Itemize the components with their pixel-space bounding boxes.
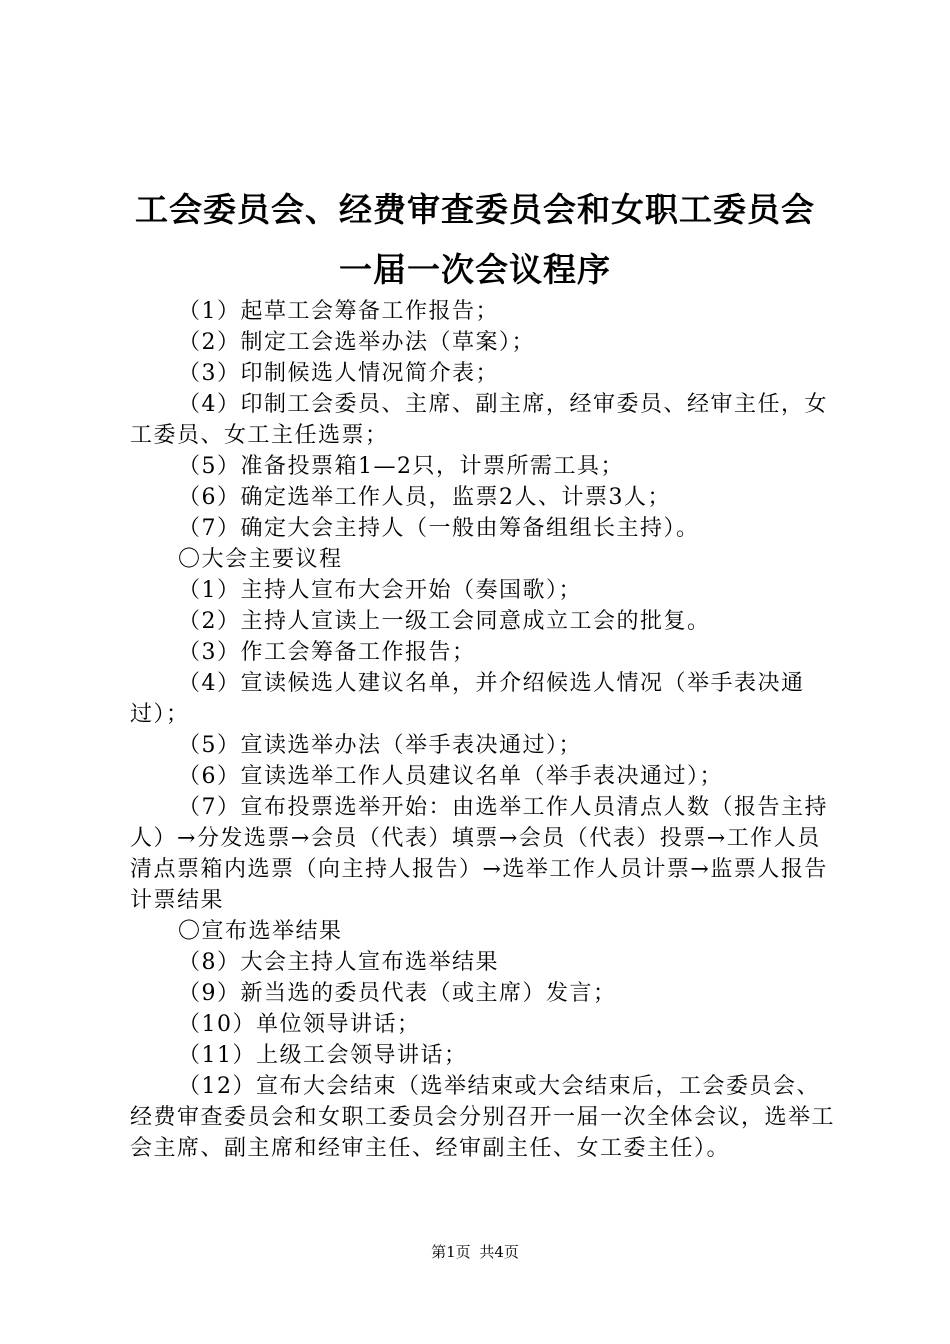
paragraph: （1）起草工会筹备工作报告； <box>178 299 499 324</box>
paragraph: （2）主持人宣读上一级工会同意成立工会的批复。 <box>178 609 711 634</box>
paragraph: （10）单位领导讲话； <box>178 1012 421 1037</box>
paragraph: （3）印制候选人情况简介表； <box>178 361 499 386</box>
page-number: 第1页 <box>431 1243 471 1261</box>
document-title-line-2: 一届一次会议程序 <box>339 250 611 289</box>
document-title-line-1: 工会委员会、经费审查委员会和女职工委员会 <box>135 190 815 229</box>
page-total: 共4页 <box>479 1243 519 1261</box>
paragraph: （5）准备投票箱1—2只，计票所需工具； <box>178 454 624 479</box>
paragraph: （4）宣读候选人建议名单，并介绍候选人情况（举手表决通过）； <box>130 671 805 727</box>
section-heading: 〇宣布选举结果 <box>178 919 343 944</box>
paragraph: （5）宣读选举办法（举手表决通过）； <box>178 733 582 758</box>
paragraph: （8）大会主持人宣布选举结果 <box>178 950 499 975</box>
page-footer <box>0 1242 950 1262</box>
paragraph: （11）上级工会领导讲话； <box>178 1043 468 1068</box>
paragraph: （9）新当选的委员代表（或主席）发言； <box>178 981 617 1006</box>
paragraph: （7）确定大会主持人（一般由筹备组组长主持）。 <box>178 516 700 541</box>
paragraph: （1）主持人宣布大会开始（奏国歌）； <box>178 578 582 603</box>
paragraph: （6）确定选举工作人员，监票2人、计票3人； <box>178 485 671 510</box>
section-heading: 〇大会主要议程 <box>178 547 343 572</box>
paragraph: （3）作工会筹备工作报告； <box>178 640 476 665</box>
document-body <box>130 296 835 1164</box>
paragraph: （7）宣布投票选举开始：由选举工作人员清点人数（报告主持人）→分发选票→会员（代表）填票→会员（代表）投票→工作人员清点票箱内选票（向主持人报告）→选举工作人员计票→监票人报告计票结果 <box>130 795 828 913</box>
paragraph: （2）制定工会选举办法（草案）； <box>178 330 535 355</box>
paragraph: （6）宣读选举工作人员建议名单（举手表决通过）； <box>178 764 723 789</box>
paragraph: （12）宣布大会结束（选举结束或大会结束后，工会委员会、经费审查委员会和女职工委员会分别召开一届一次全体会议，选举工会主席、副主席和经审主任、经审副主任、女工委主任）。 <box>130 1074 836 1161</box>
paragraph: （4）印制工会委员、主席、副主席，经审委员、经审主任，女工委员、女工主任选票； <box>130 392 828 448</box>
